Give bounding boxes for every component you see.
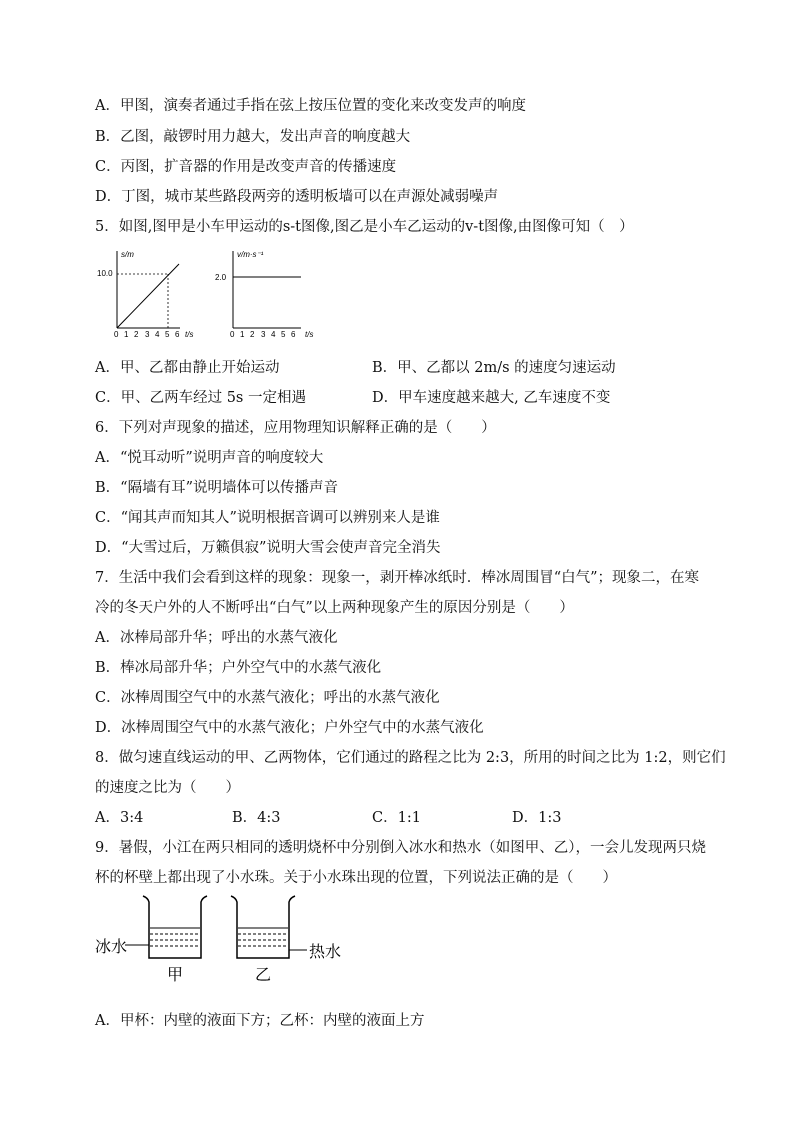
q6-stem: 6．下列对声现象的描述，应用物理知识解释正确的是（ ） — [95, 420, 496, 436]
graph-a-tick-3: 3 — [145, 330, 150, 339]
q8-stem-line-1: 8．做匀速直线运动的甲、乙两物体，它们通过的路程之比为 2:3，所用的时间之比为 1:2，则它们 — [95, 750, 726, 766]
q5-option-d: D．甲车速度越来越大, 乙车速度不变 — [372, 390, 611, 406]
graph-b-tick-6: 6 — [291, 330, 296, 339]
graph-b-x-label: t/s — [305, 330, 314, 339]
graph-b-tick-3: 3 — [261, 330, 266, 339]
q7-option-c: C．冰棒周围空气中的水蒸气液化；呼出的水蒸气液化 — [95, 690, 440, 706]
beaker-b — [231, 896, 295, 958]
q5-option-a: A．甲、乙都由静止开始运动 — [95, 360, 280, 376]
q5-option-b: B．甲、乙都以 2m/s 的速度匀速运动 — [372, 360, 616, 376]
graph-b-tick-5: 5 — [281, 330, 286, 339]
q6-option-b: B．“隔墙有耳”说明墙体可以传播声音 — [95, 480, 338, 496]
q9-stem-line-2: 杯的杯壁上都出现了小水珠。关于小水珠出现的位置，下列说法正确的是（ ） — [95, 870, 617, 886]
q5-graph-b — [211, 243, 321, 343]
q9-option-a: A．甲杯：内壁的液面下方；乙杯：内壁的液面上方 — [95, 1013, 425, 1029]
q4-option-d: D．丁图，城市某些路段两旁的透明板墙可以在声源处减弱噪声 — [95, 189, 499, 205]
graph-a-y-label: s/m — [121, 250, 134, 259]
q9-beaker-figure — [95, 890, 345, 990]
beaker-a — [143, 896, 207, 958]
q8-option-d: D．1:3 — [512, 810, 562, 826]
q6-option-a: A．“悦耳动听”说明声音的响度较大 — [95, 450, 324, 466]
q8-option-c: C．1:1 — [372, 810, 421, 826]
graph-b-tick-2: 2 — [250, 330, 255, 339]
graph-a-tick-2: 2 — [134, 330, 139, 339]
q4-option-b: B．乙图，敲锣时用力越大，发出声音的响度越大 — [95, 129, 411, 145]
q7-stem-line-1: 7．生活中我们会看到这样的现象：现象一，剥开棒冰纸时．棒冰周围冒“白气”；现象二，在寒 — [95, 570, 700, 586]
graph-b-y-label: v/m·s⁻¹ — [237, 250, 264, 259]
graph-a-tick-4: 4 — [155, 330, 160, 339]
graph-b-tick-0: 0 — [230, 330, 235, 339]
q4-option-a: A．甲图，演奏者通过手指在弦上按压位置的变化来改变发声的响度 — [95, 98, 526, 114]
q7-option-d: D．冰棒周围空气中的水蒸气液化；户外空气中的水蒸气液化 — [95, 720, 484, 736]
beaker-b-label: 乙 — [255, 967, 272, 984]
q4-option-c: C．丙图，扩音器的作用是改变声音的传播速度 — [95, 159, 397, 175]
q8-stem-line-2: 的速度之比为（ ） — [95, 780, 240, 796]
q7-stem-line-2: 冷的冬天户外的人不断呼出“白气”以上两种现象产生的原因分别是（ ） — [95, 600, 574, 616]
q7-option-b: B．棒冰局部升华；户外空气中的水蒸气液化 — [95, 660, 382, 676]
graph-b-y-value: 2.0 — [215, 273, 227, 282]
graph-a-tick-1: 1 — [124, 330, 129, 339]
q8-option-a: A．3:4 — [95, 810, 144, 826]
graph-b-tick-1: 1 — [240, 330, 245, 339]
hot-water-label: 热水 — [309, 944, 342, 961]
graph-b-tick-4: 4 — [271, 330, 276, 339]
graph-a-y-value: 10.0 — [97, 269, 113, 278]
q7-option-a: A．冰棒局部升华；呼出的水蒸气液化 — [95, 630, 338, 646]
q8-option-b: B．4:3 — [232, 810, 281, 826]
q5-stem: 5．如图,图甲是小车甲运动的s-t图像,图乙是小车乙运动的v-t图像,由图像可知（ ） — [95, 219, 634, 235]
cold-water-label: 冰水 — [95, 939, 128, 956]
graph-a-tick-0: 0 — [114, 330, 119, 339]
graph-a-tick-5: 5 — [165, 330, 170, 339]
beaker-a-label: 甲 — [167, 967, 184, 984]
q6-option-c: C．“闻其声而知其人”说明根据音调可以辨别来人是谁 — [95, 510, 440, 526]
q9-stem-line-1: 9．暑假，小江在两只相同的透明烧杯中分别倒入冰水和热水（如图甲、乙），一会儿发现两只烧 — [95, 840, 706, 856]
graph-a-tick-6: 6 — [175, 330, 180, 339]
graph-a-x-label: t/s — [185, 330, 194, 339]
q5-graph-a — [95, 243, 195, 343]
q5-option-c: C．甲、乙两车经过 5s 一定相遇 — [95, 390, 306, 406]
q6-option-d: D．“大雪过后，万籁俱寂”说明大雪会使声音完全消失 — [95, 540, 441, 556]
